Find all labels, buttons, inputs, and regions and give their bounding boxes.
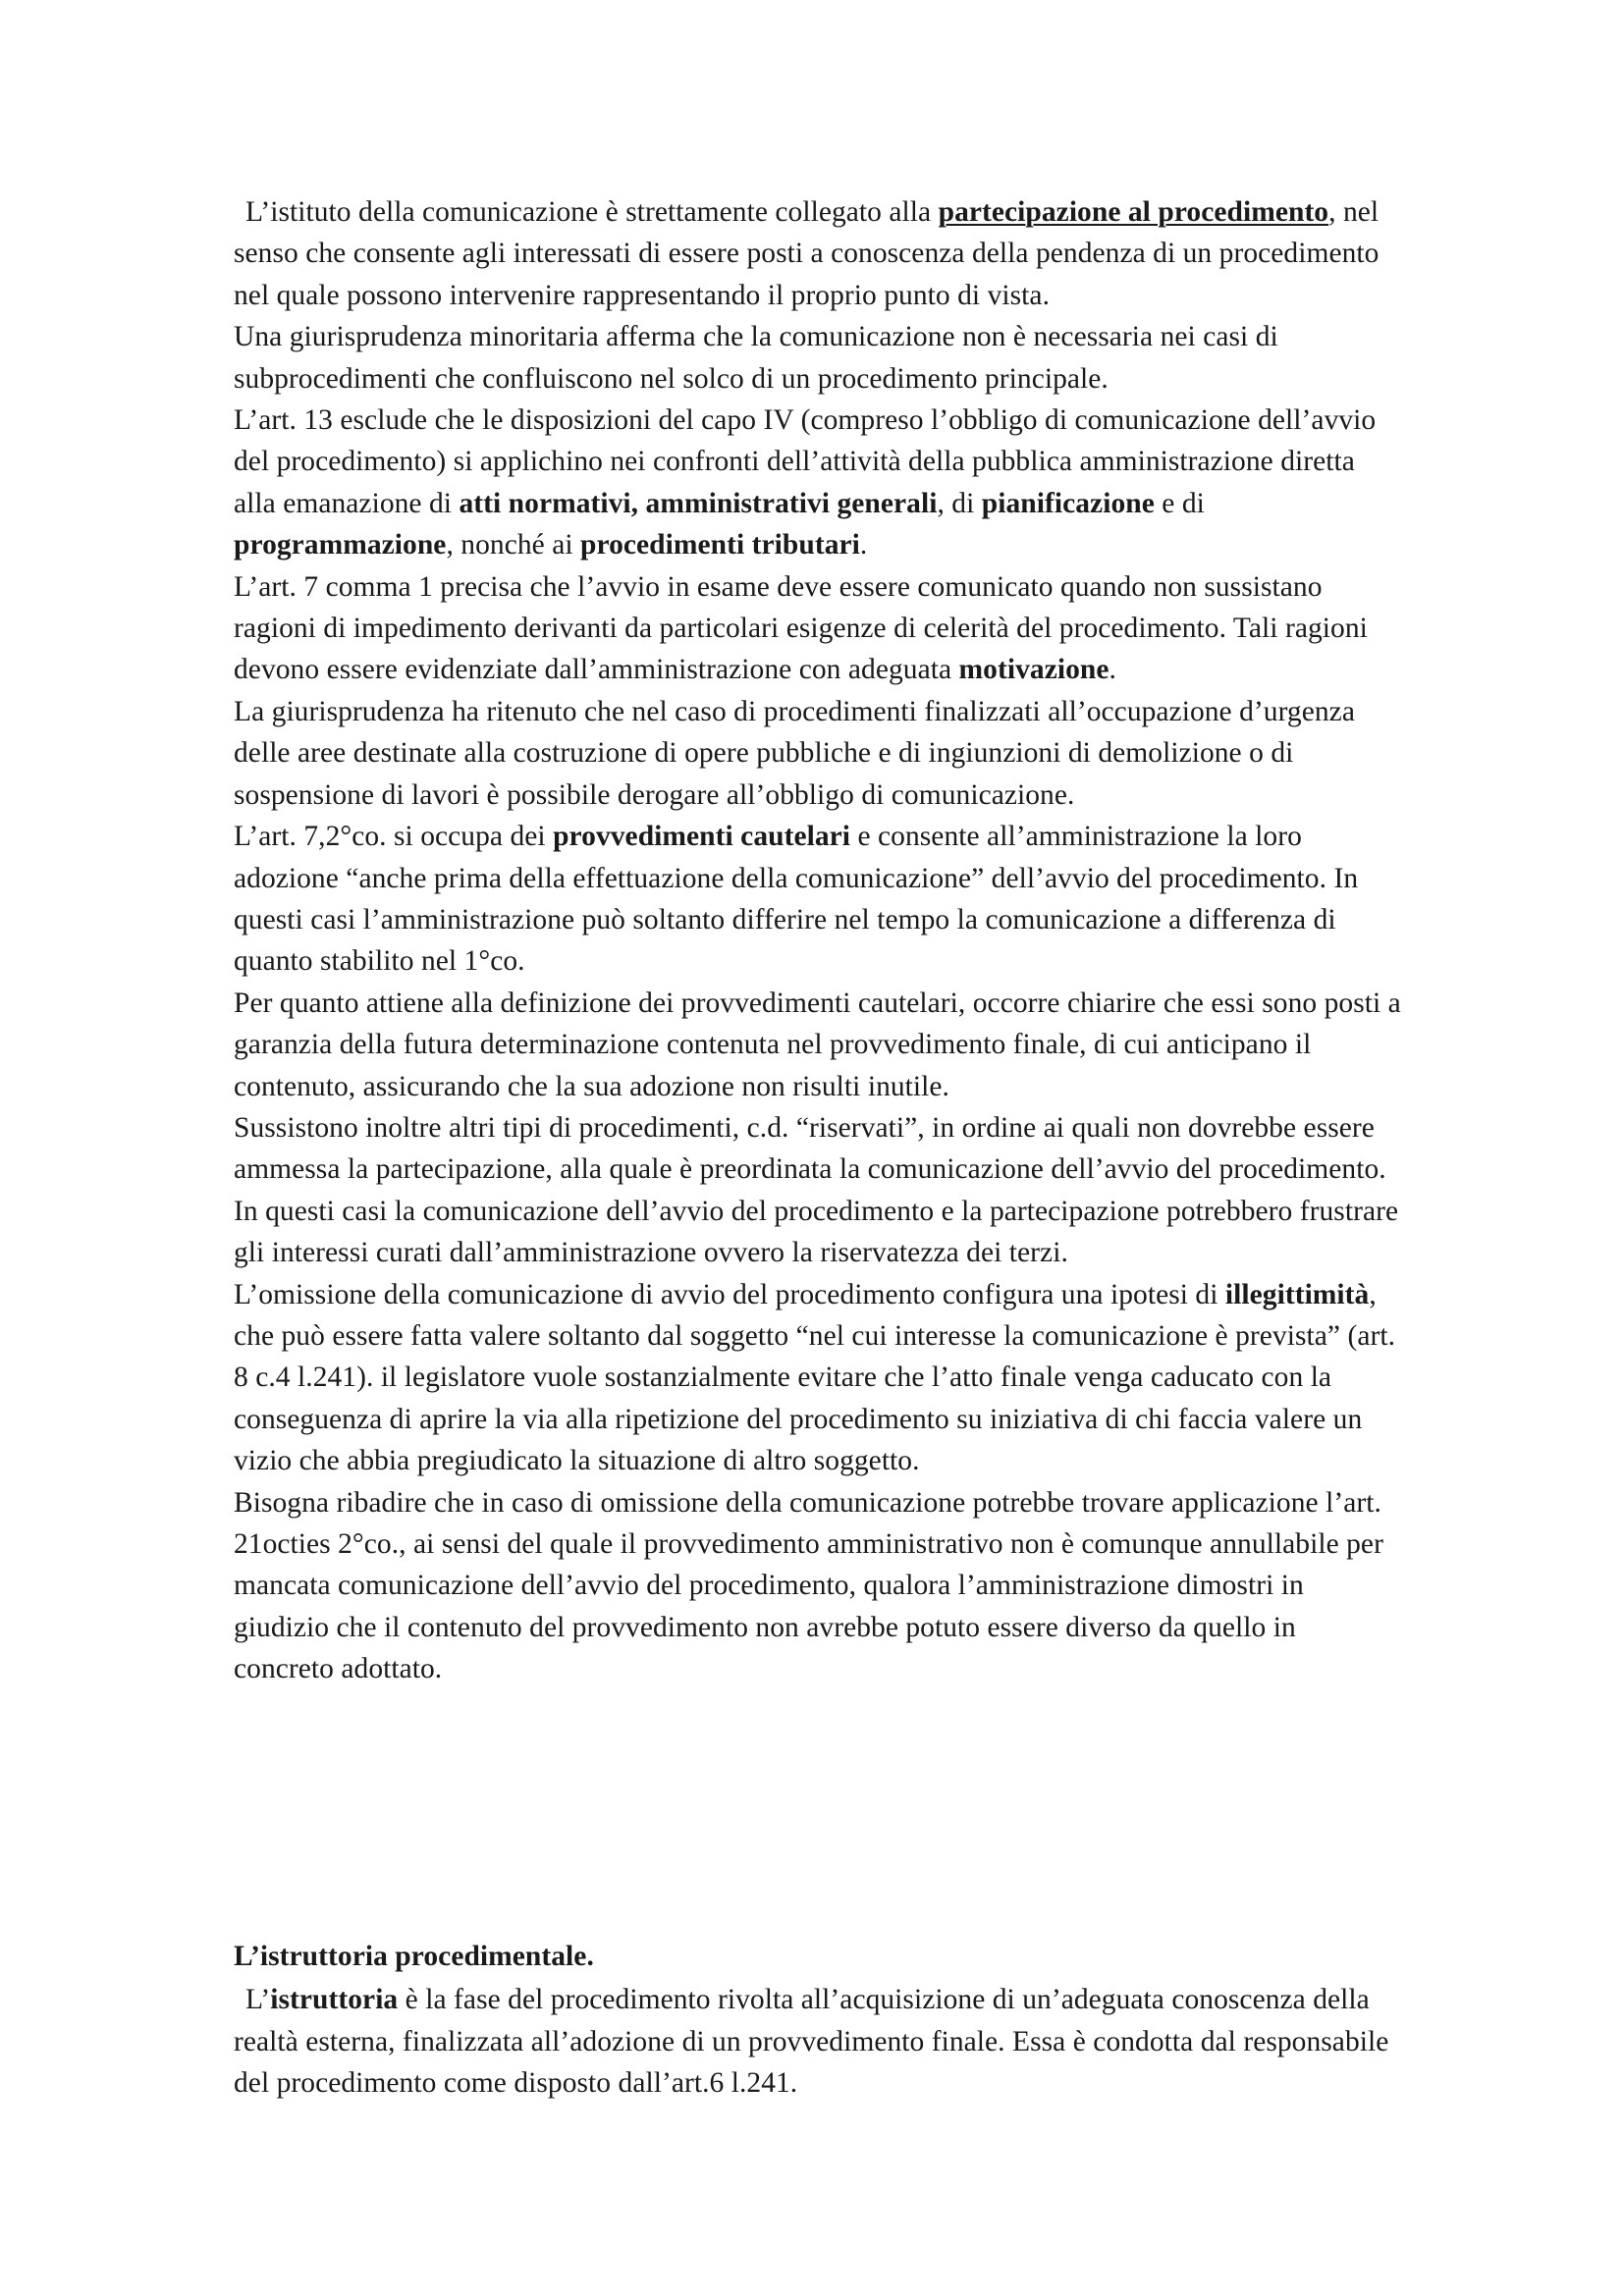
text-segment: L’ (245, 1984, 271, 2016)
bold-term: atti normativi, amministrativi generali (459, 487, 938, 519)
bold-underlined-term: partecipazione al procedimento (938, 196, 1329, 228)
paragraph-7 (234, 983, 1402, 1107)
section-heading: L’istruttoria procedimentale. (234, 1941, 594, 1972)
paragraph-4 (234, 566, 1402, 691)
paragraph-10 (234, 1482, 1402, 1690)
text-segment: Sussistono inoltre altri tipi di procedimenti, c.d. “riservati”, in ordine ai quali non dovrebbe essere ammessa la partecipazione, alla quale è preordinata la comunicazione dell’avvio del procedimento. In questi casi la comunicazione dell’avvio del procedimento e la partecipazione potrebbero frustrare gli interessi curati dall’amministrazione ovvero la riservatezza dei terzi. (234, 1111, 1399, 1269)
text-segment: è la fase del procedimento rivolta all’acquisizione di un’adeguata conoscenza della realtà esterna, finalizzata all’adozione di un provvedimento finale. Essa è condotta dal responsabile del procedimento come disposto dall’art.6 l.241. (234, 1984, 1389, 2100)
text-segment: Bisogna ribadire che in caso di omissione della comunicazione potrebbe trovare applicazione l’art. 21octies 2°co., ai sensi del quale il provvedimento amministrativo non è comunque annullabile per mancata comunicazione dell’avvio del procedimento, qualora l’amministrazione dimostri in giudizio che il contenuto del provvedimento non avrebbe potuto essere diverso da quello in concreto adottato. (234, 1486, 1383, 1685)
paragraph-3 (234, 400, 1402, 566)
bold-term: pianificazione (981, 487, 1155, 519)
document-body (234, 191, 1402, 1690)
paragraph-5 (234, 691, 1402, 816)
text-segment: L’art. 7,2°co. si occupa dei (234, 821, 554, 853)
text-segment: . (1109, 654, 1116, 686)
paragraph-2 (234, 316, 1402, 400)
paragraph-1 (234, 191, 1402, 316)
bold-term: provvedimenti cautelari (553, 821, 851, 853)
paragraph-9 (234, 1274, 1402, 1482)
text-segment: e di (1154, 487, 1205, 519)
bold-term: illegittimità (1224, 1278, 1370, 1310)
text-segment: e consente all’amministrazione la loro adozione “anche prima della effettuazione della comunicazione” dell’avvio del procedimento. In questi casi l’amministrazione può soltanto differire nel tempo la comunicazione a differenza di quanto stabilito nel 1°co. (234, 821, 1359, 978)
text-segment: Per quanto attiene alla definizione dei provvedimenti cautelari, occorre chiarire che essi sono posti a garanzia della futura determinazione contenuta nel provvedimento finale, di cui anticipano il contenuto, assicurando che la sua adozione non risulti inutile. (234, 987, 1401, 1102)
bold-term: procedimenti tributari (580, 529, 860, 561)
text-segment: La giurisprudenza ha ritenuto che nel caso di procedimenti finalizzati all’occupazione d’urgenza delle aree destinate alla costruzione di opere pubbliche e di ingiunzioni di demolizione o di sospensione di lavori è possibile derogare all’obbligo di comunicazione. (234, 695, 1355, 811)
section-paragraph-1 (234, 1979, 1402, 2104)
text-segment: , nel senso che consente agli interessati di essere posti a conoscenza della pendenza di un procedimento nel quale possono intervenire rappresentando il proprio punto di vista. (234, 196, 1380, 311)
text-segment: , nonché ai (446, 529, 581, 561)
text-segment: Una giurisprudenza minoritaria afferma che la comunicazione non è necessaria nei casi di subprocedimenti che confluiscono nel solco di un procedimento principale. (234, 321, 1278, 395)
bold-term: istruttoria (270, 1984, 399, 2016)
text-segment: L’istituto della comunicazione è strettamente collegato alla (245, 196, 939, 228)
text-segment: L’art. 7 comma 1 precisa che l’avvio in esame deve essere comunicato quando non sussistano ragioni di impedimento derivanti da particolari esigenze di celerità del procedimento. Tali ragioni devono essere evidenziate dall’amministrazione con adeguata (234, 570, 1368, 686)
text-segment: L’omissione della comunicazione di avvio del procedimento configura una ipotesi di (234, 1278, 1225, 1310)
text-segment: . (859, 529, 868, 561)
section-istruttoria (234, 1936, 1402, 2105)
paragraph-6 (234, 816, 1402, 983)
text-segment: L’art. 13 esclude che le disposizioni del capo IV (compreso l’obbligo di comunicazione dell’avvio del procedimento) si applichino nei confronti dell’attività della pubblica amministrazione diretta alla emanazione di (234, 404, 1377, 519)
bold-term: programmazione (234, 529, 447, 561)
bold-term: motivazione (958, 654, 1109, 686)
paragraph-8 (234, 1107, 1402, 1274)
text-segment: , che può essere fatta valere soltanto dal soggetto “nel cui interesse la comunicazione è prevista” (art. 8 c.4 l.241). il legislatore vuole sostanzialmente evitare che l’atto finale venga caducato con la conseguenza di aprire la via alla ripetizione del procedimento su iniziativa di chi faccia valere un vizio che abbia pregiudicato la situazione di altro soggetto. (234, 1278, 1396, 1477)
text-segment: , di (937, 487, 982, 519)
